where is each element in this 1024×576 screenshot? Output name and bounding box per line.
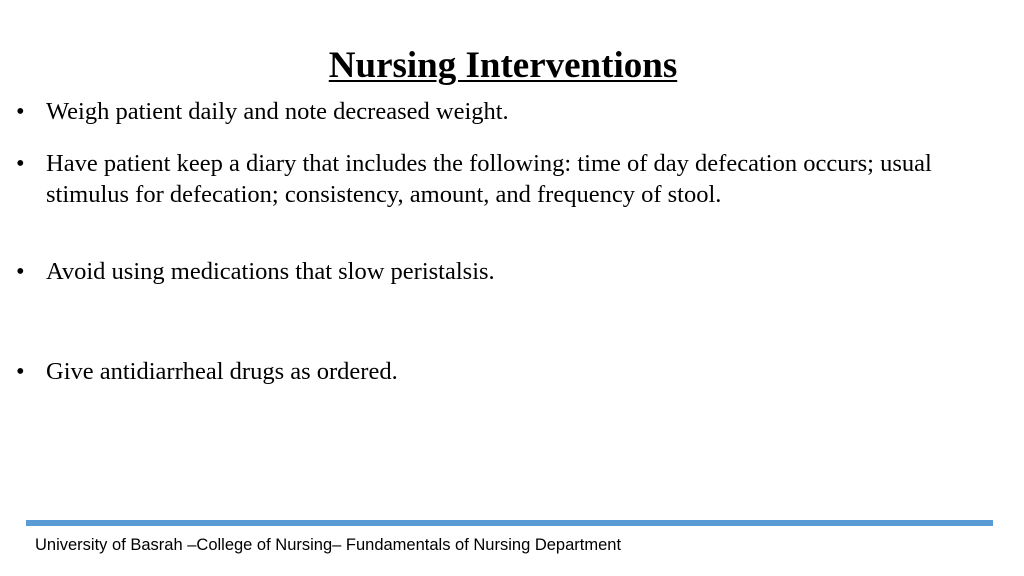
footer-divider (26, 520, 993, 526)
bullet-text: Weigh patient daily and note decreased weight. (46, 98, 509, 125)
bullet-item (16, 356, 976, 387)
bullet-text: Avoid using medications that slow peristalsis. (46, 258, 495, 285)
slide-title: Nursing Interventions (328, 45, 678, 86)
bullet-item (16, 148, 976, 210)
bullet-item (16, 96, 976, 127)
bullet-icon: • (16, 358, 25, 385)
footer-text: University of Basrah –College of Nursing– Fundamentals of Nursing Department (35, 536, 622, 554)
bullet-item (16, 256, 976, 287)
bullet-text: Give antidiarrheal drugs as ordered. (46, 358, 398, 385)
bullet-icon: • (16, 98, 25, 125)
bullet-icon: • (16, 150, 25, 177)
bullet-text: Have patient keep a diary that includes the following: time of day defecation occurs; usual stimulus for defecation; consistency, amount, and frequency of stool. (46, 150, 932, 208)
bullet-icon: • (16, 258, 25, 285)
